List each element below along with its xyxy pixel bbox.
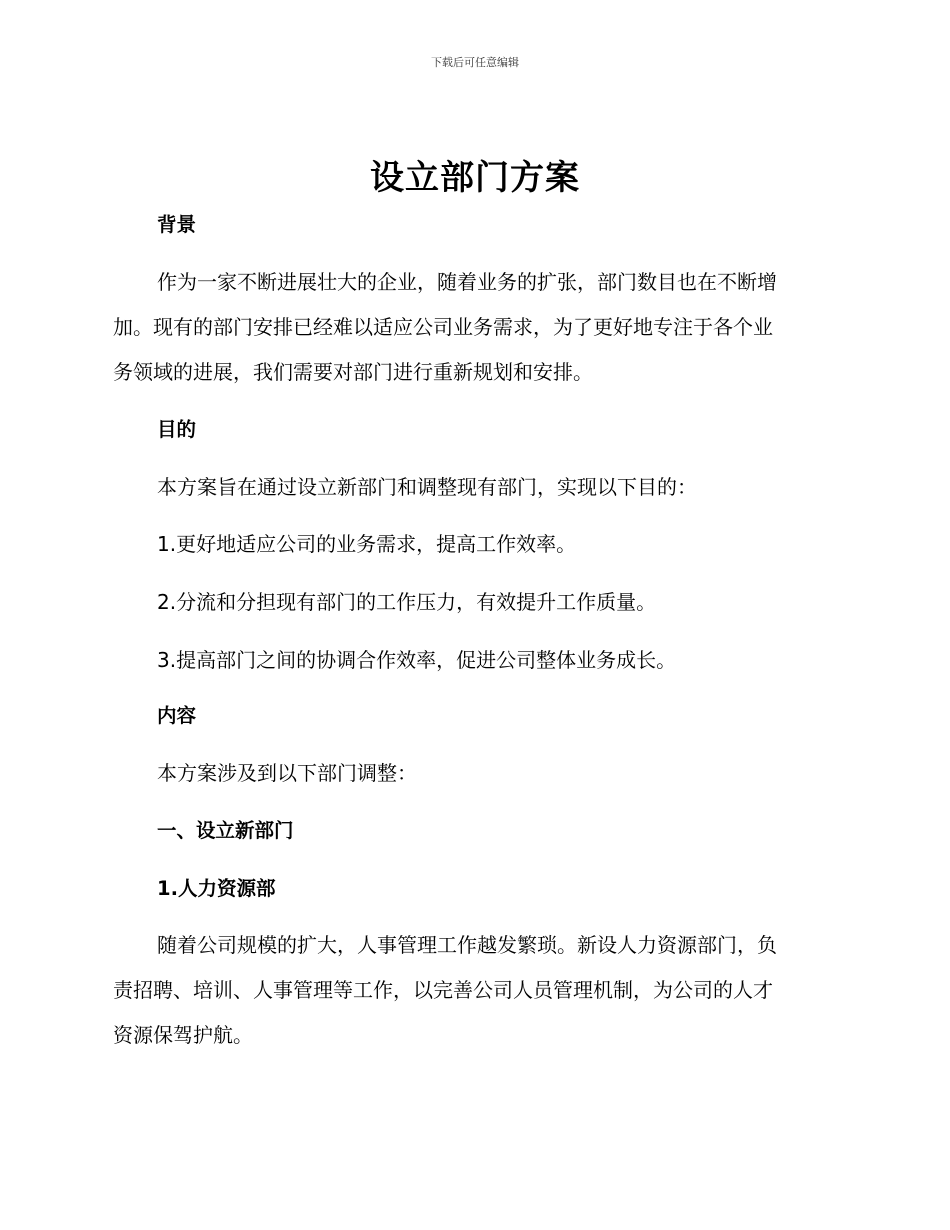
content-intro: 本方案涉及到以下部门调整： — [157, 761, 417, 785]
purpose-list-item: 3.提高部门之间的协调合作效率，促进公司整体业务成长。 — [157, 648, 677, 672]
section-heading-background: 背景 — [157, 213, 197, 236]
hr-paragraph-line: 资源保驾护航。 — [113, 1023, 253, 1047]
document-title: 设立部门方案 — [370, 158, 580, 198]
section-heading-purpose: 目的 — [157, 418, 197, 441]
hr-paragraph-line: 责招聘、培训、人事管理等工作，以完善公司人员管理机制，为公司的人才 — [113, 978, 773, 1002]
sub-heading-new-departments: 一、设立新部门 — [157, 819, 294, 842]
department-heading-hr: 1.人力资源部 — [157, 877, 276, 900]
hr-paragraph-line: 随着公司规模的扩大，人事管理工作越发繁琐。新设人力资源部门，负 — [157, 933, 777, 957]
purpose-list-item: 2.分流和分担现有部门的工作压力，有效提升工作质量。 — [157, 590, 657, 614]
background-paragraph-line: 加。现有的部门安排已经难以适应公司业务需求，为了更好地专注于各个业 — [113, 315, 773, 339]
background-paragraph-line: 作为一家不断进展壮大的企业，随着业务的扩张，部门数目也在不断增 — [157, 270, 777, 294]
section-heading-content: 内容 — [157, 704, 197, 727]
background-paragraph-line: 务领域的进展，我们需要对部门进行重新规划和安排。 — [113, 360, 593, 384]
purpose-intro: 本方案旨在通过设立新部门和调整现有部门，实现以下目的： — [157, 475, 697, 499]
page-header-note: 下载后可任意编辑 — [431, 56, 519, 69]
purpose-list-item: 1.更好地适应公司的业务需求，提高工作效率。 — [157, 532, 577, 556]
